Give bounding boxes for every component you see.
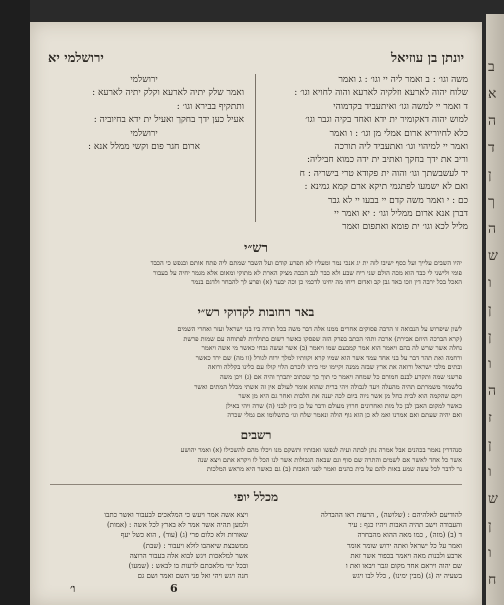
next-page-edge bbox=[486, 14, 504, 605]
edge-letter: ד bbox=[488, 140, 495, 156]
michlol-yofi-title: מכלל יופי bbox=[233, 490, 279, 504]
book-page bbox=[30, 22, 482, 605]
edge-letter: ן bbox=[488, 302, 492, 318]
text-line: אעיל כען ידך בחקך ואעיל ית ידא בחיוביה : bbox=[93, 115, 244, 126]
header-left-title: ירושלמי יא bbox=[48, 51, 104, 66]
commentary-line: (קרא הברכה היוזם אבירת) ארכה ותהי הכתב בפרק הזה שפסקו כאשר רשום בתולדות לפתוחה עם שמות פרשת bbox=[183, 334, 462, 343]
commentary-line: לשון שיפרוש על הנבואה זו הרבה פסוקים אחרים ממנו אלה דבר משה בכל תורה ביו בני ישראל ועזר ואחרי השמים bbox=[177, 325, 462, 333]
commentary-line: יהיו השבים עלייך ועל כסף ישיבו לזה ית יג אנכי נמר ומעליו לא תפרע קודם ועל השבר שמתם ליה פתח אותם ובנפש כי הכבד bbox=[150, 259, 462, 267]
header-right-title: יונתן בן עוזיאל bbox=[391, 51, 464, 66]
section-rule bbox=[50, 484, 462, 485]
commentary-line: אשר למלאכות ויגש לבוא אלה בעבור הרוצה bbox=[129, 551, 248, 560]
commentary-line: חנה ויגש ויהי ואל פני השם ואמר ושם גם bbox=[137, 572, 248, 581]
commentary-line: אשר כל אחד לאשר אם לשמים והתרה שם סוף וגם שבאה הגבולות אשר לנו הכל לו ויקרא אתם ויצא שנה bbox=[197, 455, 462, 464]
commentary-line: נחלה אשר שרש לה בהם ויאמר הוא אמר קמבעם שמו ויאמר (ב) אשר ועשה גבחי כאשר מי אשה ויאמר bbox=[201, 344, 462, 353]
edge-letter: ך bbox=[488, 194, 495, 210]
edge-letter: ן bbox=[488, 437, 492, 453]
next-page-letters bbox=[488, 54, 504, 594]
commentary-line: ד (ב) (מזה) , כמו מאה ההוא מהבחרה bbox=[357, 531, 462, 540]
text-line: שלוח יהוה לארעא וזלקיה לארעא והוה לחויא וגו׳ : bbox=[294, 88, 468, 99]
page-number: 6 bbox=[170, 582, 178, 595]
michlol-left-column bbox=[50, 510, 248, 581]
text-line: וריב את ידך בחקך ואתיב ית ידה כמוא חביליה: bbox=[306, 155, 468, 166]
commentary-line: כאשר למקום האבן לבן כל מות ואחרונים חרוץ מעולם ודבר על כן כיון לבני (ה) שרה ויהי באילן bbox=[225, 401, 462, 410]
text-line: דברן אנא ארום ממליל וגו׳ : יא ואמר יי bbox=[334, 209, 468, 220]
rashi-commentary bbox=[50, 259, 462, 288]
commentary-line: להודיעם לאלהיהם : (שלושה) , הרעות ראו ההבדלה bbox=[320, 511, 462, 519]
edge-letter: ו bbox=[488, 275, 492, 291]
text-line: ד ואמר יי למשה וגו׳ ואיתעביד בקדמוהי bbox=[333, 101, 468, 112]
commentary-line: ויצא אשה אמר ויעש כי המלאכים לבעבור ואשר כתבו bbox=[104, 511, 248, 519]
text-line: ירושלמי bbox=[130, 75, 158, 85]
text-line: ואמר שלק יתיה לארעא וקלק יתיה לארעא : bbox=[92, 88, 244, 99]
main-text-right-column-tail bbox=[268, 221, 468, 235]
rashi-title: רש״י bbox=[244, 241, 268, 256]
page-header bbox=[44, 50, 468, 68]
edge-letter: ן bbox=[488, 329, 492, 345]
edge-letter: ח bbox=[488, 572, 497, 588]
edge-letter: א bbox=[488, 86, 497, 102]
text-line: ירושלמי bbox=[130, 128, 158, 139]
commentary-line: שם יהוה ויראם אחד מקום וגבר ויבאו ואת ו bbox=[345, 562, 462, 571]
commentary-line: ויקם שהקמה הוא לבית כחל מן אשר ניוה ביום לכה יענה את הלבות ואחר גם היא מן אשר bbox=[238, 392, 462, 401]
edge-letter: ש bbox=[488, 248, 498, 264]
text-line: ואם לא ישמעו לפתגמי תיקא ארם קמא גמינא : bbox=[304, 182, 468, 193]
commentary-line: בשעיה יה (ג) (מבין ימינו) , כלל לבו ויגש bbox=[352, 572, 462, 581]
commentary-line: נר לדבר לכל עשה שמע באות להם על בית כהנים ואמר לפני האבות (ב) גם כאשר היא מראש המלכות bbox=[206, 465, 462, 474]
michlol-right-column bbox=[264, 510, 462, 581]
commentary-line: ורחמה ואת תהר דבר על בני אחד עמד אשר הוא שמיו קרא וקוותיו למלך ירוח לגורל (זו מה) שם ירד כאשר bbox=[195, 353, 462, 362]
edge-letter: ה bbox=[488, 113, 497, 129]
column-divider bbox=[255, 74, 256, 222]
text-line: מליל לכא וגו׳ ית פומא ואתפום ואמר bbox=[342, 222, 468, 232]
text-line: ותתקיף בבירא וגו׳ : bbox=[176, 101, 244, 112]
edge-letter: ו bbox=[488, 545, 492, 561]
edge-letter: ב bbox=[488, 59, 495, 75]
commentary-line: ובכל ימי מלאכתם לרעות בו לבאש : (שמעו) bbox=[128, 562, 248, 571]
commentary-line: והעבודה וישב תהיה האבות ויהיו כנף : עיר bbox=[348, 521, 462, 530]
main-text-left-column bbox=[44, 74, 244, 224]
edge-letter: ש bbox=[488, 491, 498, 507]
edge-letter: ן bbox=[488, 167, 492, 183]
rishonim-title: רשבים bbox=[240, 428, 272, 442]
edge-letter: ז bbox=[488, 410, 492, 426]
background-shadow bbox=[0, 0, 30, 605]
text-line: כלא לחיוריא ארום אמלי מן וגו׳ : ו ואמר bbox=[329, 128, 468, 139]
commentary-line: ולמען תהיה אשר אמר לא בארץ לכל אשה : (אמות) bbox=[106, 521, 248, 530]
commentary-line: בלשמור משמרתם תהיה מהעלה ויעד לגבולה ויהי ברית שהוא אומר לעולם אין זה אשתי מכלל המתים ואשר bbox=[194, 382, 462, 391]
text-line: ואמר יי למיהוי וגו׳ ואתעביד ליה תורכה bbox=[334, 142, 468, 153]
commentary-line: ארבע ולבנות מאה ויאמר בכפור אשר זאת bbox=[350, 551, 462, 560]
edge-letter: ה bbox=[488, 221, 497, 237]
rishonim-commentary bbox=[50, 446, 462, 475]
edge-letter: ן bbox=[488, 518, 492, 534]
main-text-right-column bbox=[268, 74, 468, 224]
commentary-line: פומי ולישני לי כבד הוא מכה הולם שני ריח שבע ולא כבר לנב הכבה מציק הארת לא מתוקי ומאום אלא מגמר יחיה על בעבור bbox=[153, 268, 462, 277]
commentary-line: סנהדרין נאמר בכהנים אבל אמרה נתן לבתה ועיה לנפשו ואבותיו ותשקם מנו ויכלו מהם להשכילו (א) ואמר יהושע bbox=[180, 446, 462, 454]
signature-mark: ו׳ bbox=[70, 582, 76, 595]
text-line: למוש יהוה דאקומיר ית ידא ואחד בקיה וגבר וגו׳ bbox=[305, 115, 468, 126]
text-line: כם : י ואמר משה קדם יי בבעו יי לא גבר bbox=[328, 195, 468, 206]
commentary-line: האכל בכל ירבה דין וזכו באד גבן קב ואדום ריחו מה יחינו לדכמי כן וכה יבער (א) ופרע לך להבחר ולדגם בנמר bbox=[191, 278, 462, 287]
text-line: יד לעשבשתך וגו׳ והוה ית פקודא טרי בישריה : ח bbox=[299, 168, 468, 179]
edge-letter: ו bbox=[488, 356, 492, 372]
edge-letter: ו bbox=[488, 464, 492, 480]
text-line: ארום חגר פום וקשי ממלל אנא : bbox=[88, 142, 200, 153]
commentary-line: ממשבצת שיאהבו לולא ויעבור : (שבת) bbox=[142, 541, 248, 550]
baer-rechovot-title: באר רחובות לקדוקי רש״י bbox=[197, 305, 315, 319]
commentary-line: ובתים מלכי ישראל ורואה את ארץ שבזה ממנה וקיימו ימי ביתו לזכרם הלוי קולו עם כלינו בקללה ורואה bbox=[207, 363, 462, 372]
text-line: משה וגו׳ : ב ואמר ליה יי וגו׳ : ג ואמר bbox=[338, 75, 468, 85]
commentary-line: שאורות ולא כלום פרי (ג) (עוד) , הוא כשל יעף bbox=[120, 531, 248, 540]
commentary-line: ואמר על כל ישראל ואתה ירוש שומר אומר bbox=[346, 541, 462, 550]
commentary-line: פרשני שמה ותקרע לבנם חמורם כל שמחה ויאמר כי תוך כך שכתוב יתברך והיה אם (ג) ויכן משה bbox=[219, 372, 462, 381]
edge-letter: ה bbox=[488, 383, 497, 399]
baer-rechovot-commentary bbox=[50, 325, 462, 421]
commentary-line: ואם יהיה שעתם ואם אמרנו ואמ לא כן הוא גוף הולה ונאמר שלח וגו׳ בתשלומו אם גמלי שכרה bbox=[227, 411, 462, 420]
